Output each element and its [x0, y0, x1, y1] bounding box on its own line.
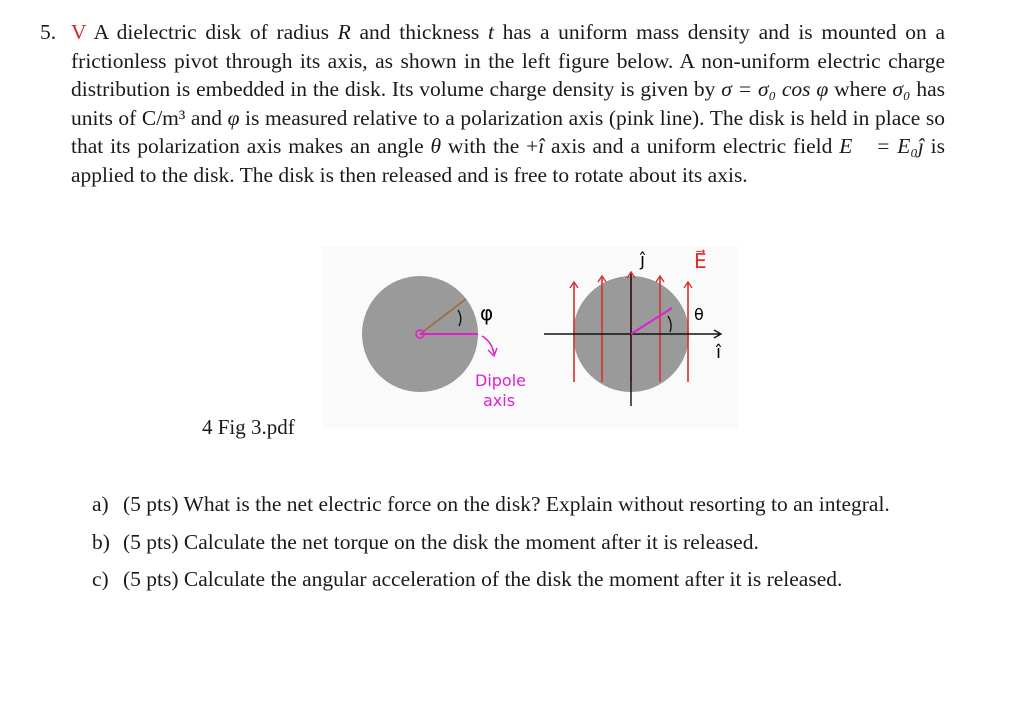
problem-body	[71, 18, 945, 190]
var-theta: θ	[430, 134, 442, 159]
part-a	[92, 490, 942, 519]
i-label: î	[716, 342, 722, 363]
part-a-label: a)	[92, 492, 109, 516]
theta-label: θ	[694, 305, 704, 324]
problem-number: 5.	[40, 20, 57, 44]
dipole-label-line1: Dipole	[475, 371, 526, 390]
E-label: E⃗	[694, 249, 707, 273]
text-seg: and thickness	[350, 20, 488, 44]
text-seg: where	[828, 77, 893, 102]
dipole-label-line2: axis	[483, 391, 516, 410]
var-phi: φ	[227, 105, 240, 130]
text-seg: is applied to the disk. The disk is then released and is free to rotate about its axis.	[71, 134, 945, 187]
text-seg: has units of C/m³ and	[71, 77, 945, 130]
text-seg: axis and a uniform electric field	[544, 134, 840, 159]
figure-svg	[322, 246, 738, 428]
part-b-text: (5 pts) Calculate the net torque on the disk the moment after it is released.	[123, 529, 759, 554]
part-b-label: b)	[92, 529, 110, 554]
figure	[322, 246, 738, 428]
part-a-text: (5 pts) What is the net electric force on the disk? Explain without resorting to an integral.	[123, 492, 890, 516]
var-t: t	[487, 20, 494, 44]
var-ihat: î	[538, 134, 545, 159]
density-equation: σ = σ₀ cos φ	[721, 77, 829, 102]
part-c-text: (5 pts) Calculate the angular acceleration of the disk the moment after it is released.	[123, 567, 843, 592]
j-label: ĵ	[640, 250, 646, 271]
text-seg: A dielectric disk of radius	[86, 20, 338, 44]
var-R: R	[337, 20, 351, 44]
problem-statement	[40, 18, 945, 190]
part-c	[92, 565, 942, 594]
problem-tag: V	[71, 20, 87, 44]
figure-label: 4 Fig 3.pdf	[202, 415, 295, 439]
phi-label: φ	[480, 301, 494, 325]
text-seg: has a uniform mass density and is mounted on a frictionless pivot through its axis, as shown in the left figure below. A non-uniform electric charge distribution is embedded in the disk. Its volume charge density is given by	[71, 20, 946, 102]
question-parts	[92, 490, 942, 603]
field-equation: E⃗ = E₀ĵ	[839, 134, 924, 159]
part-c-label: c)	[92, 567, 109, 592]
part-b	[92, 528, 942, 557]
text-seg: is measured relative to a polarization axis (pink line). The disk is held in place so that its polarization axis makes an angle	[71, 105, 946, 159]
text-seg: with the +	[441, 134, 539, 159]
var-sigma0: σ₀	[892, 77, 911, 102]
